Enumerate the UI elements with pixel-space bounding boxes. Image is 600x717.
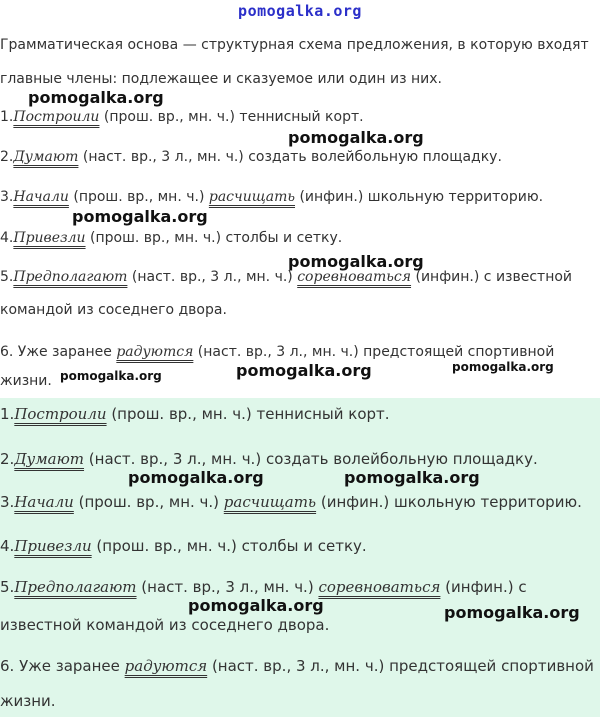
top-sentence-4: [0, 229, 342, 247]
predicate: Предполагают: [14, 578, 137, 596]
top-sentence-5-cont: командой из соседнего двора.: [0, 302, 227, 318]
watermark: pomogalka.org: [128, 468, 264, 487]
sentence-text: (прош. вр., мн. ч.): [73, 493, 224, 511]
sentence-text: (прош. вр., мн. ч.) столбы и сетку.: [91, 537, 367, 555]
sentence-text: (инфин.) с известной: [411, 269, 573, 285]
bottom-sentence-6-cont: жизни.: [0, 692, 56, 710]
bottom-sentence-3: [0, 493, 582, 511]
site-header: pomogalka.org: [238, 2, 362, 20]
watermark: pomogalka.org: [452, 360, 554, 374]
sentence-number: 4.: [0, 537, 15, 555]
top-sentence-1: [0, 108, 364, 126]
sentence-text: (прош. вр., мн. ч.) теннисный корт.: [99, 109, 364, 125]
watermark: pomogalka.org: [72, 207, 208, 226]
watermark: pomogalka.org: [60, 369, 162, 383]
predicate-infinitive: расчищать: [223, 493, 317, 511]
sentence-number: 5.: [0, 269, 14, 285]
watermark: pomogalka.org: [28, 88, 164, 107]
bottom-sentence-1: [0, 405, 390, 423]
predicate: Думают: [13, 149, 79, 165]
sentence-text: (инфин.) школьную территорию.: [295, 189, 544, 205]
sentence-number: 5.: [0, 578, 15, 596]
predicate: Привезли: [13, 230, 86, 246]
sentence-text: (инфин.) с: [440, 578, 527, 596]
predicate: радуются: [124, 657, 208, 675]
predicate: Предполагают: [13, 269, 128, 285]
top-sentence-6: [0, 343, 554, 361]
sentence-number: 1.: [0, 109, 14, 125]
predicate: Начали: [14, 493, 74, 511]
top-sentence-6-cont: жизни.: [0, 373, 52, 389]
bottom-sentence-6: [0, 657, 594, 675]
sentence-text: (наст. вр., 3 л., мн. ч.) создать волейбольную площадку.: [78, 149, 502, 165]
sentence-text: (наст. вр., 3 л., мн. ч.) предстоящей спортивной: [193, 344, 555, 360]
watermark: pomogalka.org: [444, 603, 580, 622]
sentence-number: 1.: [0, 405, 15, 423]
watermark: pomogalka.org: [188, 596, 324, 615]
sentence-text: (наст. вр., 3 л., мн. ч.): [136, 578, 319, 596]
predicate: Построили: [13, 109, 100, 125]
sentence-text: (прош. вр., мн. ч.): [68, 189, 209, 205]
intro-line-1: Грамматическая основа — структурная схема предложения, в которую входят: [0, 37, 589, 53]
sentence-number: 3.: [0, 189, 14, 205]
sentence-text: (прош. вр., мн. ч.) теннисный корт.: [106, 405, 390, 423]
predicate: радуются: [116, 344, 194, 360]
sentence-text: (прош. вр., мн. ч.) столбы и сетку.: [85, 230, 343, 246]
sentence-number: 2.: [0, 450, 15, 468]
watermark: pomogalka.org: [236, 361, 372, 380]
top-sentence-5: [0, 268, 572, 286]
sentence-text: (наст. вр., 3 л., мн. ч.) предстоящей спортивной: [207, 657, 594, 675]
intro-line-2: главные члены: подлежащее и сказуемое или один из них.: [0, 71, 442, 87]
bottom-sentence-4: [0, 537, 367, 555]
bottom-sentence-2: [0, 450, 538, 468]
predicate-infinitive: расчищать: [208, 189, 296, 205]
predicate-infinitive: соревноваться: [318, 578, 441, 596]
sentence-text: 6. Уже заранее: [0, 344, 117, 360]
sentence-text: 6. Уже заранее: [0, 657, 125, 675]
sentence-text: (наст. вр., 3 л., мн. ч.): [127, 269, 298, 285]
watermark: pomogalka.org: [344, 468, 480, 487]
predicate-infinitive: соревноваться: [297, 269, 412, 285]
watermark: pomogalka.org: [288, 252, 424, 271]
bottom-sentence-5: [0, 578, 527, 596]
predicate: Привезли: [14, 537, 92, 555]
sentence-number: 3.: [0, 493, 15, 511]
bottom-sentence-5-cont: известной командой из соседнего двора.: [0, 616, 330, 634]
watermark: pomogalka.org: [288, 128, 424, 147]
predicate: Начали: [13, 189, 69, 205]
sentence-number: 4.: [0, 230, 14, 246]
sentence-text: (наст. вр., 3 л., мн. ч.) создать волейбольную площадку.: [84, 450, 538, 468]
sentence-text: (инфин.) школьную территорию.: [316, 493, 582, 511]
predicate: Думают: [14, 450, 85, 468]
top-sentence-3: [0, 188, 543, 206]
predicate: Построили: [14, 405, 107, 423]
top-sentence-2: [0, 148, 502, 166]
sentence-number: 2.: [0, 149, 14, 165]
